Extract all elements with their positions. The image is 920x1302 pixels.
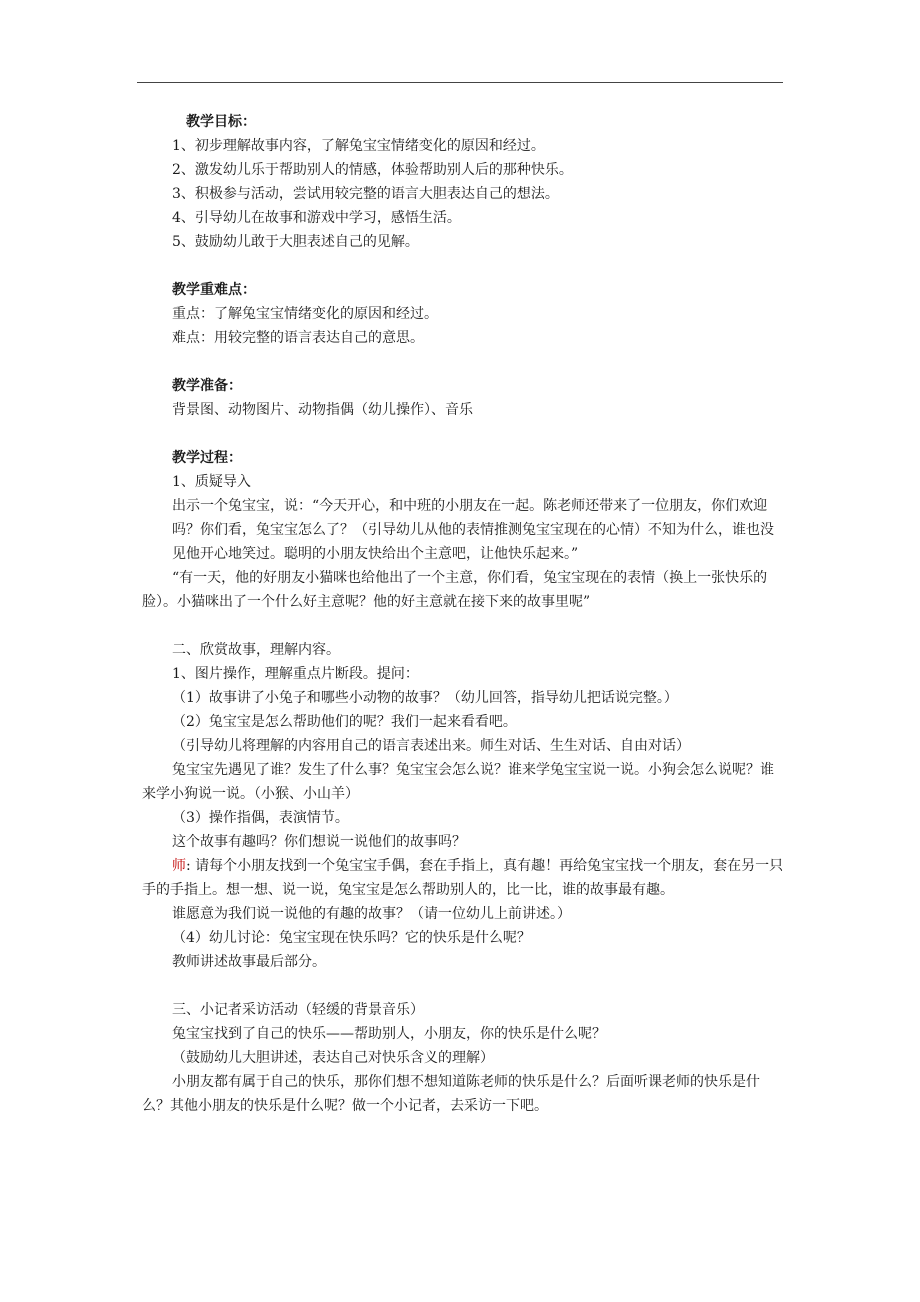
story-line: （引导幼儿将理解的内容用自己的语言表述出来。师生对话、生生对话、自由对话） — [172, 738, 690, 754]
interview-line: （鼓励幼儿大胆讲述，表达自己对快乐含义的理解） — [172, 1050, 494, 1066]
story-line: 这个故事有趣吗？你们想说一说他们的故事吗？ — [172, 834, 466, 850]
interview-line: 兔宝宝找到了自己的快乐——帮助别人，小朋友，你的快乐是什么呢？ — [172, 1026, 606, 1042]
story-line: （1）故事讲了小兔子和哪些小动物的故事？（幼儿回答，指导幼儿把话说完整。） — [172, 690, 678, 706]
process-paragraph: 出示一个兔宝宝，说：“今天开心，和中班的小朋友在一起。陈老师还带来了一位朋友，你们欢迎吗？你们看，兔宝宝怎么了？（引导幼儿从他的表情推测兔宝宝现在的心情）不知为什么，谁也没见他开心地笑过。聪明的小朋友快给出个主意吧，让他快乐起来。” — [172, 498, 774, 562]
teacher-instruction: : 请每个小朋友找到一个兔宝宝手偶，套在手指上，真有趣！再给兔宝宝找一个朋友，套在另一只手的手指上。想一想、说一说，兔宝宝是怎么帮助别人的，比一比，谁的故事最有趣。 — [142, 858, 784, 898]
spacer — [172, 350, 784, 374]
objective-item: 2、激发幼儿乐于帮助别人的情感，体验帮助别人后的那种快乐。 — [172, 162, 573, 178]
process-paragraph: “有一天，他的好朋友小猫咪也给他出了一个主意，你们看，兔宝宝现在的表情（换上一张快乐的脸）。小猫咪出了一个什么好主意呢？他的好主意就在接下来的故事里呢” — [142, 570, 768, 610]
story-line: 谁愿意为我们说一说他的有趣的故事？（请一位幼儿上前讲述。） — [172, 906, 571, 922]
story-paragraph: 兔宝宝先遇见了谁？发生了什么事？兔宝宝会怎么说？谁来学兔宝宝说一说。小狗会怎么说呢？谁来学小狗说一说。（小猴、小山羊） — [142, 762, 774, 802]
objective-item: 3、积极参与活动，尝试用较完整的语言大胆表达自己的想法。 — [172, 186, 559, 202]
objective-item: 1、初步理解故事内容，了解兔宝宝情绪变化的原因和经过。 — [172, 138, 545, 154]
section-heading-key-points: 教学重难点： — [172, 282, 256, 298]
section-heading-interview: 三、小记者采访活动（轻缓的背景音乐） — [172, 1002, 424, 1018]
spacer — [172, 974, 784, 998]
difficulty-line: 难点：用较完整的语言表达自己的意思。 — [172, 330, 424, 346]
key-point-line: 重点：了解兔宝宝情绪变化的原因和经过。 — [172, 306, 438, 322]
spacer — [172, 254, 784, 278]
story-line: （4）幼儿讨论：兔宝宝现在快乐吗？它的快乐是什么呢？ — [172, 930, 531, 946]
story-line: 教师讲述故事最后部分。 — [172, 954, 326, 970]
section-heading-process: 教学过程： — [172, 450, 242, 466]
story-line: （3）操作指偶，表演情节。 — [172, 810, 349, 826]
story-line: 1、图片操作，理解重点片断段。提问： — [172, 666, 419, 682]
header-rule — [137, 82, 783, 83]
preparation-line: 背景图、动物图片、动物指偶（幼儿操作）、音乐 — [172, 402, 473, 418]
spacer — [172, 422, 784, 446]
story-line: （2）兔宝宝是怎么帮助他们的呢？我们一起来看看吧。 — [172, 714, 517, 730]
objective-item: 4、引导幼儿在故事和游戏中学习，感悟生活。 — [172, 210, 461, 226]
section-heading-preparation: 教学准备： — [172, 378, 242, 394]
story-paragraph — [142, 854, 784, 902]
interview-paragraph: 小朋友都有属于自己的快乐，那你们想不想知道陈老师的快乐是什么？后面听课老师的快乐是什么？其他小朋友的快乐是什么呢？做一个小记者，去采访一下吧。 — [142, 1074, 760, 1114]
process-subheading: 1、质疑导入 — [172, 474, 251, 490]
document-body — [142, 110, 784, 1118]
spacer — [172, 614, 784, 638]
section-heading-story: 二、欣赏故事，理解内容。 — [172, 642, 340, 658]
section-heading-objectives: 教学目标： — [186, 114, 256, 130]
objective-item: 5、鼓励幼儿敢于大胆表述自己的见解。 — [172, 234, 419, 250]
teacher-mark: 师 — [172, 858, 186, 874]
